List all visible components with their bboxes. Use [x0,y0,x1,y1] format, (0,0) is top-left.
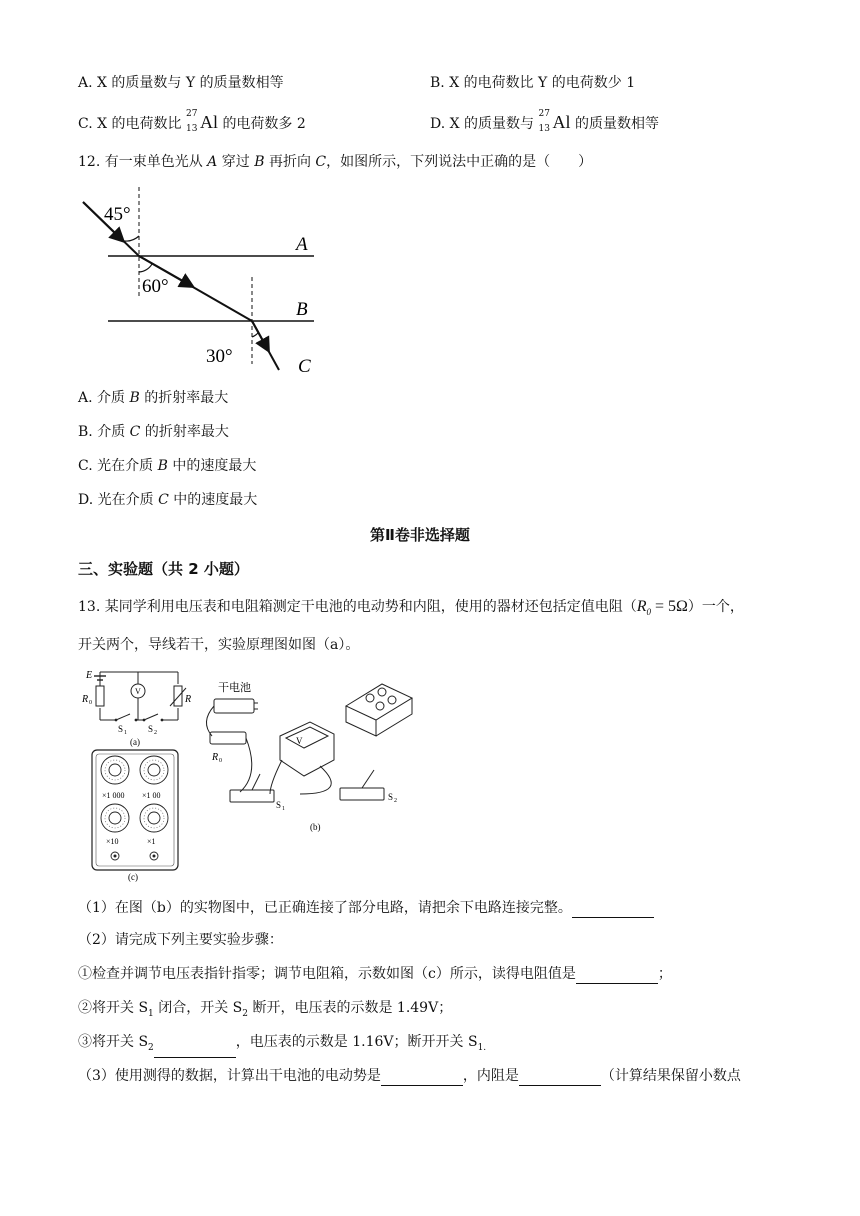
schem-label-s2: S [148,724,154,734]
angle-arc-45 [124,236,139,241]
schem-label-r0: R [82,694,89,705]
q13-part2: （2）请完成下列主要实验步骤： [78,932,283,948]
q12-var-b: B [254,154,265,170]
angle-label-60: 60° [142,276,169,297]
apparatus-voltmeter-label: V [296,736,303,746]
isotope-mass: 27 [185,109,198,119]
answer-blank-1[interactable] [572,901,654,918]
q13-step1 [78,964,672,984]
q12-option-d [78,490,257,510]
q13-step2-e: 断开，电压表的示数是 1.49V； [248,1000,453,1016]
answer-blank-4[interactable] [381,1069,463,1086]
q11-option-c-post: 的电荷数多 2 [222,116,306,132]
q11-option-b: B. X 的电荷数比 Y 的电荷数少 1 [430,75,636,91]
fig-caption-b: (b) [310,822,321,832]
schem-caption-a: (a) [130,737,140,747]
q12-opt-b-post: 的折射率最大 [144,424,229,440]
apparatus-s2-sub: 2 [394,798,397,804]
q12-opt-d-pre: D. 光在介质 [78,492,154,508]
dial-label-x10: ×10 [106,837,119,846]
q13-step2-sub2: 2 [242,1008,249,1019]
q12-stem [78,152,592,172]
r0-value: = 5Ω [651,598,688,615]
battery-label: 干电池 [218,681,251,694]
isotope-mass: 27 [538,109,550,119]
circuit-schematic-a [78,662,190,748]
q13-part3-c: （计算结果保留小数点 [600,1068,741,1084]
q11-option-d-pre: D. X 的质量数与 [430,116,535,132]
q12-var-c: C [315,154,327,170]
q12-opt-c-post: 中的速度最大 [172,458,257,474]
isotope-atomic: 13 [185,124,198,134]
q13-part3-a: （3）使用测得的数据，计算出干电池的电动势是 [78,1068,381,1084]
q13-part3-b: ，内阻是 [462,1068,519,1084]
q12-opt-c-pre: C. 光在介质 [78,458,154,474]
q11-option-d-post: 的质量数相等 [574,116,659,132]
resistance-box-c [90,748,180,884]
isotope-notation [185,109,200,134]
q12-stem-pre: 12. 有一束单色光从 [78,154,203,170]
isotope-notation [538,109,553,134]
r0-symbol: R [636,598,647,615]
fig-caption-c: (c) [128,872,138,882]
q13-part1-text: （1）在图（b）的实物图中，已正确连接了部分电路，请把余下电路连接完整。 [78,900,572,916]
apparatus-s1-sub: 1 [282,806,285,812]
q13-step3 [78,1032,486,1058]
angle-label-30: 30° [206,346,233,367]
isotope-symbol: Al [199,112,218,132]
refraction-diagram [78,182,328,382]
q12-option-c [78,456,256,476]
apparatus-s2-label: S [388,792,394,802]
schem-label-s2-sub: 2 [154,730,157,736]
angle-arc-30 [252,333,258,337]
q11-option-c-pre: C. X 的电荷数比 [78,116,182,132]
q12-opt-a-pre: A. 介质 [78,390,126,406]
dial-label-x100: ×1 00 [142,791,161,800]
schem-label-r: R [185,694,192,705]
q11-option-c [78,109,306,134]
apparatus-right-b [330,660,440,810]
q13-step2-c: 闭合，开关 S [153,1000,243,1016]
angle-arc-60 [139,264,152,272]
isotope-symbol: Al [552,112,571,132]
q12-stem-mid1: 穿过 [221,154,250,170]
answer-blank-5[interactable] [519,1069,601,1086]
medium-label-a: A [296,234,308,255]
q13-stem-line1 [78,597,744,622]
r0-expression [636,598,688,618]
isotope-atomic: 13 [538,124,550,134]
schem-label-s1-sub: 1 [124,730,127,736]
angle-label-45: 45° [104,204,131,225]
refracted-arrow-2 [252,321,267,348]
q13-step1-post: ； [657,966,672,982]
q12-option-a [78,388,228,408]
schem-label-e: E [86,670,93,681]
q13-step2-a: ②将开关 S [78,1000,149,1016]
q13-step1-text: ①检查并调节电压表指针指零；调节电阻箱，示数如图（c）所示，读得电阻值是 [78,966,576,982]
medium-label-b: B [296,299,308,320]
dial-label-x1: ×1 [147,837,156,846]
q13-step2 [78,998,452,1024]
q12-stem-post: ，如图所示，下列说法中正确的是（ ） [326,154,593,170]
apparatus-r0-sub: 0 [219,758,222,764]
q13-step3-sub2: 1. [477,1042,487,1053]
q13-stem-post: ）一个， [687,599,744,615]
q13-step3-sub1: 2 [148,1042,154,1053]
q12-opt-a-post: 的折射率最大 [144,390,229,406]
apparatus-s1-label: S [276,800,282,810]
q13-stem-pre: 13. 某同学利用电压表和电阻箱测定干电池的电动势和内阻，使用的器材还包括定值电阻（ [78,599,637,615]
schem-label-r0-sub: 0 [89,700,92,706]
q12-opt-b-pre: B. 介质 [78,424,126,440]
q12-opt-a-var: B [129,390,140,406]
answer-blank-2[interactable] [576,967,658,984]
r0-subscript: 0 [646,607,651,618]
schem-label-s1: S [118,724,124,734]
medium-label-c: C [298,356,311,377]
q13-part1 [78,898,654,918]
q13-step3-c: ，电压表的示数是 1.16V；断开开关 S [235,1034,478,1050]
q13-step3-a: ③将开关 S [78,1034,149,1050]
q11-option-d [430,109,659,134]
q12-opt-b-var: C [129,424,141,440]
section-2-title: 第Ⅱ卷非选择题 [370,526,470,544]
q13-stem-line2: 开关两个，导线若干，实验原理图如图（a）。 [78,637,360,653]
apparatus-r0-label: R [212,752,219,763]
schem-label-v: V [135,687,141,696]
section-3-title: 三、实验题（共 2 小题） [78,560,249,578]
q12-option-b [78,422,229,442]
q13-step2-sub1: 1 [148,1008,154,1019]
q11-option-a: A. X 的质量数与 Y 的质量数相等 [78,75,284,91]
dial-label-x1000: ×1 000 [102,791,125,800]
q12-var-a: A [207,154,218,170]
q13-part3 [78,1066,741,1086]
q12-stem-mid2: 再折向 [268,154,311,170]
q12-opt-d-post: 中的速度最大 [173,492,258,508]
q12-opt-c-var: B [157,458,168,474]
q12-opt-d-var: C [158,492,169,508]
answer-blank-3[interactable] [154,1041,236,1058]
